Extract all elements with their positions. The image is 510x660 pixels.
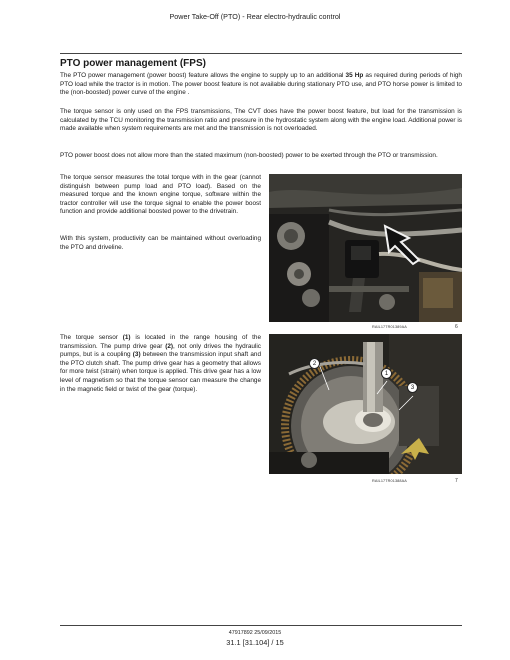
paragraph-torque-sensor-fps: The torque sensor is only used on the FPS transmissions, The CVT does have the power boost feature, but load for the transmission is calculated by the TCU monitoring the transmission ratio and pressure in the hydrostatic system along with the engine load. Additional power is made available when system requirements are met and the transmission is not overloaded. — [60, 108, 462, 133]
paragraph-boost-limit: PTO power boost does not allow more than the stated maximum (non-boosted) power to be exerted through the PTO or transmission. — [60, 152, 438, 159]
p6-text-e: between the transmission input shaft and the PTO clutch shaft. The pump drive gear has a geometry that allows for more twist (strain) when torque is applied. This drive gear has a low level of magnetism so that the torque sensor can measure the change in the magnetic field or twist of the gear (torque). — [60, 351, 261, 393]
p1-bold-hp: 35 Hp — [345, 72, 364, 79]
callout-3: 3 — [407, 382, 418, 393]
figure-2-caption: RAIL17TR01388AA — [372, 479, 407, 483]
footer-doc-id: 47917892 25/09/2015 — [228, 630, 282, 636]
p1-text-b: as required during periods of high PTO load while the tractor is in motion. The power boost feature is not available during stationary PTO use, and PTO horse power is limited to the (non-boosted) power curve of the engine . — [60, 72, 462, 97]
figure-gear-photo — [269, 334, 462, 474]
callout-2: 2 — [309, 358, 320, 369]
paragraph-productivity: With this system, productivity can be maintained without overloading the PTO and driveline. — [60, 235, 261, 251]
figure-sensor-photo — [269, 174, 462, 322]
p6-bold-3: (3) — [132, 351, 141, 359]
sensor-photo-illustration — [269, 174, 462, 322]
p6-text-a: The torque sensor — [60, 334, 123, 341]
running-header: Power Take-Off (PTO) - Rear electro-hydraulic control — [169, 12, 341, 21]
callout-1: 1 — [381, 368, 392, 379]
section-title: PTO power management (FPS) — [60, 53, 462, 69]
footer-page-number: 31.1 [31.104] / 15 — [226, 638, 284, 647]
paragraph-torque-sensor-location — [60, 334, 261, 394]
p1-text-a: The PTO power management (power boost) feature allows the engine to supply up to an additional — [60, 72, 346, 79]
figure-1-caption: RAIL17TR01389AA — [372, 325, 407, 329]
p6-bold-2: (2) — [165, 342, 174, 350]
footer-rule — [60, 625, 462, 626]
p6-text-c: is located in the range housing of the transmission. The pump drive gear — [60, 334, 262, 350]
paragraph-torque-measure: The torque sensor measures the total torque with in the gear (cannot distinguish between pump load and PTO load). Based on the measured torque and the known engine torque, software within the tractor controller will use the torque signal to enable the power boost function and provide additional boosted power to the drivetrain. — [60, 174, 261, 216]
gear-photo-illustration — [269, 334, 462, 474]
p6-bold-1: (1) — [122, 334, 131, 341]
figure-1-number: 6 — [455, 324, 458, 330]
paragraph-power-boost — [60, 72, 462, 98]
figure-2-number: 7 — [455, 478, 458, 484]
p6-text-d: , not only drives the hydraulic pumps, but is a coupling — [60, 342, 261, 359]
